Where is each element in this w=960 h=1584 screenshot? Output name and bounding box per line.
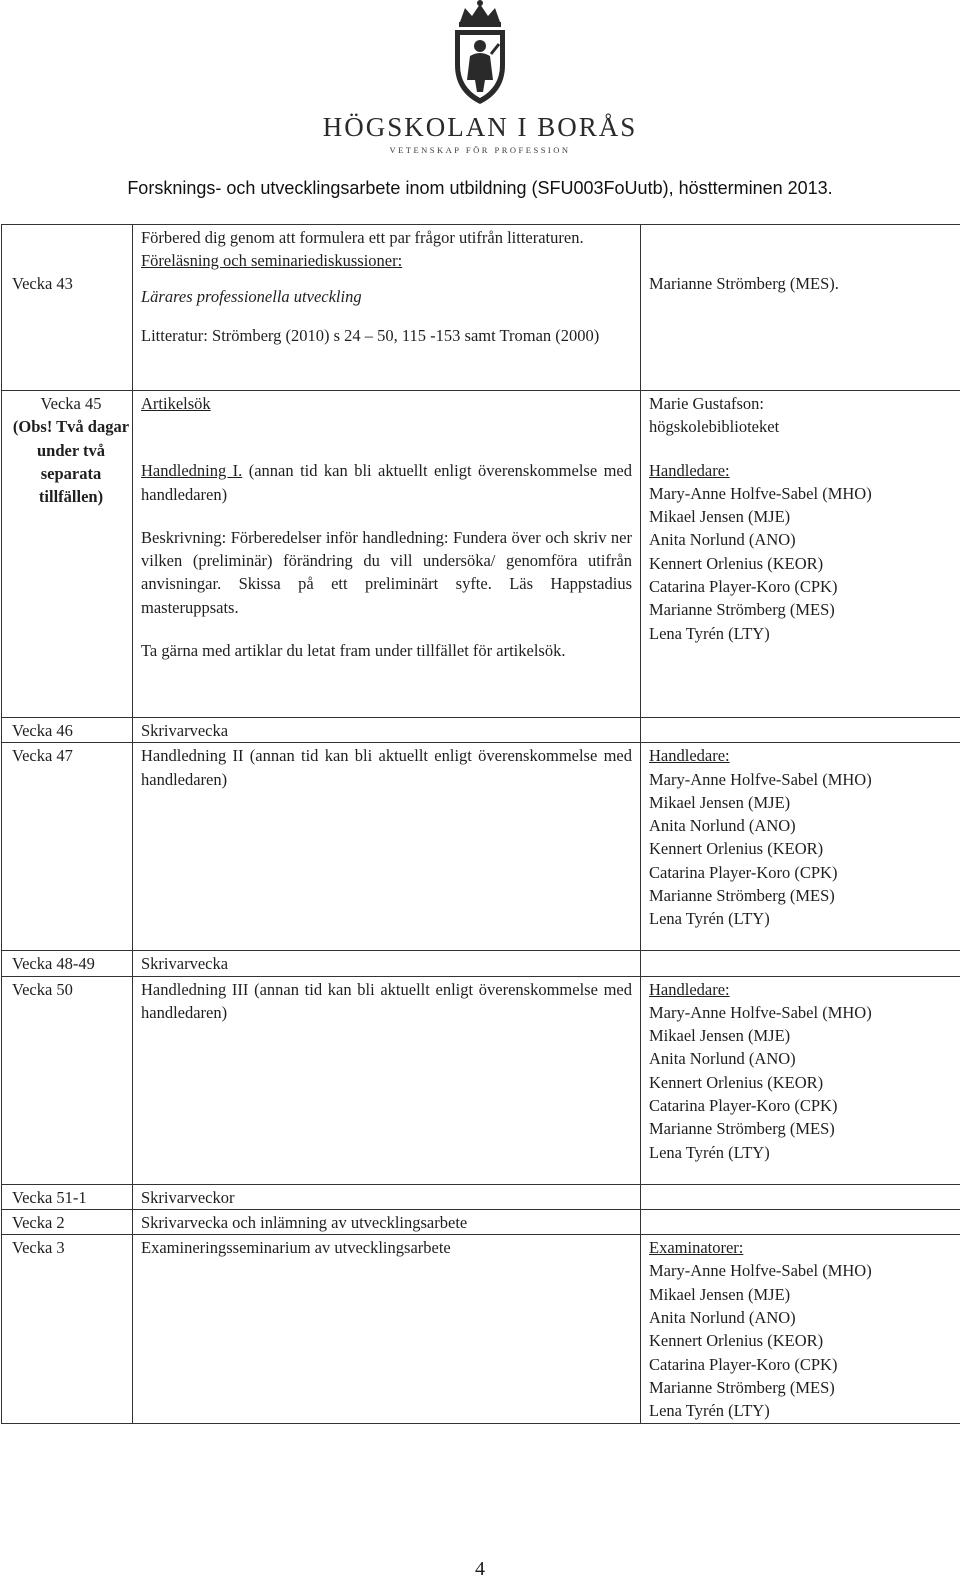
week-cell [2,225,133,391]
content-text: Handledning III (annan tid kan bli aktuellt enligt överenskommelse med handledaren) [133,976,641,1184]
supervisor-name: Mary-Anne Holfve-Sabel (MHO) [649,483,872,503]
handledning-text [141,459,632,506]
supervisor-name: Kennert Orlenius (KEOR) [649,1072,824,1092]
supervisor-name: Anita Norlund (ANO) [649,530,796,550]
examiners-label: Examinatorer: [649,1238,744,1258]
week-label: Vecka 45 [40,394,102,413]
supervisor-name: Mikael Jensen (MJE) [649,1026,791,1046]
responsible-name: Marianne Strömberg (MES). [649,274,839,293]
examiner-name: Mikael Jensen (MJE) [649,1284,791,1304]
supervisor-name: Kennert Orlenius (KEOR) [649,553,824,573]
responsible-cell [641,1235,960,1423]
responsible-cell [641,743,960,951]
content-text: Examineringsseminarium av utvecklingsarbete [133,1235,641,1423]
topic-title: Lärares professionella utveckling [141,286,362,306]
page-number: 4 [475,1558,485,1580]
supervisor-name: Mary-Anne Holfve-Sabel (MHO) [649,1002,872,1022]
table-row [2,225,960,391]
empty-cell [641,951,960,976]
supervisor-name: Lena Tyrén (LTY) [649,1142,770,1162]
week-label: Vecka 3 [2,1235,133,1423]
supervisor-name: Anita Norlund (ANO) [649,1049,796,1069]
handledning-title: Handledning I. [141,461,243,481]
library-contact: Marie Gustafson: högskolebiblioteket [649,394,780,437]
literature-text: Litteratur: Strömberg (2010) s 24 – 50, 115 -153 samt Troman (2000) [141,325,600,345]
supervisor-name: Marianne Strömberg (MES) [649,886,835,906]
supervisor-name: Catarina Player-Koro (CPK) [649,577,838,597]
week-note: (Obs! Två dagar under två separata tillfällen) [12,417,130,507]
table-row [2,1235,960,1423]
table-row [2,391,960,718]
empty-cell [641,718,960,743]
examiner-name: Catarina Player-Koro (CPK) [649,1354,838,1374]
week-label: Vecka 51-1 [2,1184,133,1209]
empty-cell [641,1184,960,1209]
supervisor-name: Mary-Anne Holfve-Sabel (MHO) [649,769,872,789]
supervisor-name: Catarina Player-Koro (CPK) [649,1096,838,1116]
description-text: Beskrivning: Förberedelser inför handledning: Fundera över och skriv ner vilken (preliminär) förändring du vill undersöka/ genomföra utifrån anvisningar. Skissa på ett preliminärt syfte. Läs Happstadius masteruppsats. [141,527,632,617]
table-row [2,743,960,951]
week-label: Vecka 43 [12,274,73,293]
schedule-table [1,224,960,1424]
document-header: Forsknings- och utvecklingsarbete inom utbildning (SFU003FoUutb), höstterminen 2013. [127,178,833,198]
examiner-name: Kennert Orlenius (KEOR) [649,1331,824,1351]
logo-tagline: VETENSKAP FÖR PROFESSION [389,145,571,155]
content-cell [133,391,641,718]
content-cell [133,225,641,391]
artikelsok-heading: Artikelsök [141,394,211,413]
table-row [2,1209,960,1234]
bring-text: Ta gärna med artiklar du letat fram under tillfället för artikelsök. [141,641,566,661]
examiner-name: Lena Tyrén (LTY) [649,1401,770,1421]
supervisor-name: Marianne Strömberg (MES) [649,600,835,620]
crest-icon [435,0,525,110]
examiner-name: Mary-Anne Holfve-Sabel (MHO) [649,1261,872,1281]
supervisors-label: Handledare: [649,979,730,999]
examiner-name: Anita Norlund (ANO) [649,1308,796,1328]
content-text: Skrivarvecka [133,718,641,743]
responsible-cell [641,976,960,1184]
supervisor-name: Anita Norlund (ANO) [649,816,796,836]
supervisors-label: Handledare: [649,460,730,480]
week-label: Vecka 50 [2,976,133,1184]
prep-text: Förbered dig genom att formulera ett par frågor utifrån litteraturen. [141,228,584,247]
content-text: Handledning II (annan tid kan bli aktuellt enligt överenskommelse med handledaren) [133,743,641,951]
empty-cell [641,1209,960,1234]
examiner-name: Marianne Strömberg (MES) [649,1377,835,1397]
supervisor-name: Lena Tyrén (LTY) [649,623,770,643]
supervisor-name: Mikael Jensen (MJE) [649,507,791,527]
responsible-cell [641,225,960,391]
handledning-rest: (annan tid kan bli aktuellt enligt överenskommelse med handledaren) [141,461,632,504]
content-text: Skrivarveckor [133,1184,641,1209]
supervisor-name: Marianne Strömberg (MES) [649,1119,835,1139]
content-text: Skrivarvecka och inlämning av utvecklingsarbete [133,1209,641,1234]
week-label: Vecka 47 [2,743,133,951]
week-label: Vecka 2 [2,1209,133,1234]
university-logo [300,0,660,160]
table-row [2,718,960,743]
responsible-cell [641,391,960,718]
week-label: Vecka 46 [2,718,133,743]
supervisor-name: Kennert Orlenius (KEOR) [649,839,824,859]
supervisor-name: Catarina Player-Koro (CPK) [649,862,838,882]
lecture-heading: Föreläsning och seminariediskussioner: [141,251,403,271]
table-row [2,1184,960,1209]
week-label: Vecka 48-49 [2,951,133,976]
content-text: Skrivarvecka [133,951,641,976]
week-cell [2,391,133,718]
supervisor-name: Lena Tyrén (LTY) [649,909,770,929]
supervisor-name: Mikael Jensen (MJE) [649,792,791,812]
supervisors-label: Handledare: [649,746,730,766]
table-row [2,951,960,976]
table-row [2,976,960,1184]
logo-wordmark: HÖGSKOLAN I BORÅS [322,112,638,142]
